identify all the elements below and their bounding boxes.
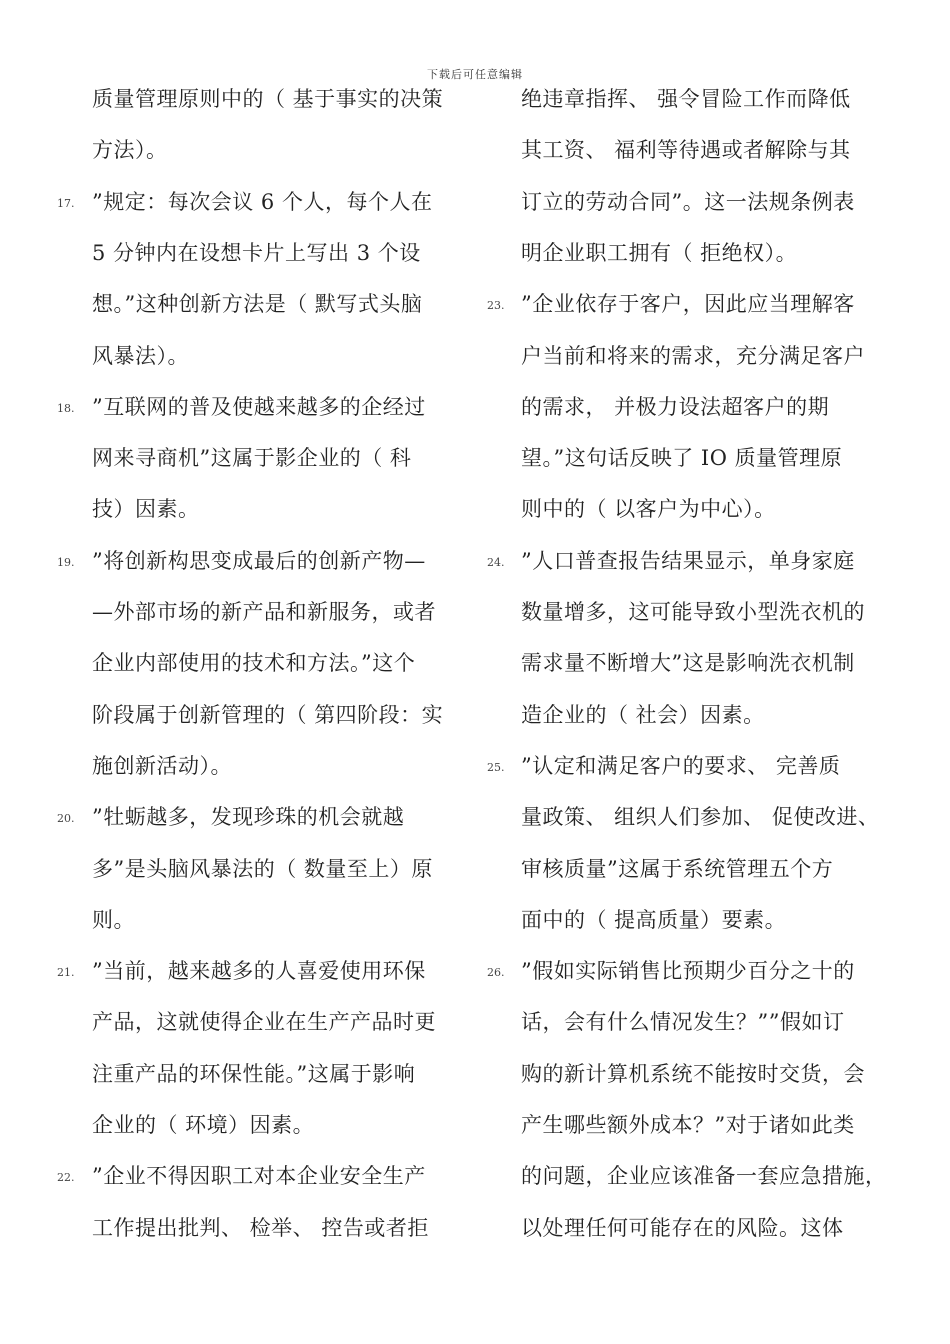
question-number: 18. [57, 401, 75, 415]
text-line: 数量增多，这可能导致小型洗衣机的 [521, 600, 865, 624]
text-line: ”企业依存于客户，因此应当理解客 [521, 292, 855, 317]
text-line: 工作提出批判、 检举、 控告或者拒 [92, 1215, 429, 1240]
text-line: ”企业不得因职工对本企业安全生产 [92, 1164, 426, 1189]
text-line: 则中的（ 以客户为中心）。 [521, 497, 776, 522]
text-line: 其工资、 福利等待遇或者解除与其 [521, 138, 851, 163]
text-line: ”认定和满足客户的要求、 完善质 [521, 753, 841, 778]
text-line: 注重产品的环保性能。”这属于影响 [92, 1061, 416, 1086]
text-line: ”规定：每次会议 6 个人，每个人在 [92, 189, 433, 214]
text-line: 需求量不断增大”这是影响洗衣机制 [521, 651, 855, 676]
text-line: 网来寻商机”这属于影企业的（ 科 [92, 446, 412, 471]
text-line: 以处理任何可能存在的风险。这体 [521, 1215, 844, 1240]
question-number: 23. [487, 299, 505, 313]
text-line: ”互联网的普及使越来越多的企经过 [92, 394, 426, 419]
text-line: 望。”这句话反映了 IO 质量管理原 [521, 446, 843, 471]
question-number: 20. [57, 812, 75, 826]
text-line: 造企业的（ 社会）因素。 [521, 702, 765, 727]
question-number: 19. [57, 555, 75, 569]
text-line: 量政策、 组织人们参加、 促使改进、 [521, 805, 880, 830]
text-line: 施创新活动）。 [92, 753, 232, 778]
text-line: 阶段属于创新管理的（ 第四阶段：实 [92, 702, 444, 727]
text-line: ”当前，越来越多的人喜爱使用环保 [92, 959, 426, 984]
text-line: ”将创新构思变成最后的创新产物— [92, 548, 426, 573]
question-number: 17. [57, 196, 75, 210]
text-line: 的问题，企业应该准备一套应急措施， [521, 1164, 887, 1189]
text-line: 产生哪些额外成本？”对于诸如此类 [521, 1113, 855, 1137]
text-line: 想。”这种创新方法是（ 默写式头脑 [92, 292, 423, 317]
text-line: ”假如实际销售比预期少百分之十的 [521, 959, 855, 984]
text-line: ”人口普查报告结果显示，单身家庭 [521, 548, 855, 573]
text-line: 5 分钟内在设想卡片上写出 3 个设 [92, 240, 421, 265]
text-line: 企业的（ 环境）因素。 [92, 1113, 315, 1137]
text-line: 户当前和将来的需求，充分满足客户 [521, 343, 865, 368]
question-number: 24. [487, 555, 505, 569]
text-line: —外部市场的新产品和新服务，或者 [92, 600, 436, 624]
text-line: 面中的（ 提高质量）要素。 [521, 907, 787, 932]
text-line: 审核质量”这属于系统管理五个方 [521, 856, 834, 881]
text-line: 产品，这就使得企业在生产产品时更 [92, 1010, 436, 1035]
text-line: 的需求， 并极力设法超客户的期 [521, 394, 830, 419]
text-line: 多”是头脑风暴法的（ 数量至上）原 [92, 856, 433, 881]
question-number: 22. [57, 1171, 75, 1185]
text-line: 技）因素。 [92, 497, 200, 522]
text-line: 风暴法）。 [92, 343, 189, 368]
text-line: 明企业职工拥有（ 拒绝权）。 [521, 240, 798, 265]
question-number: 26. [487, 966, 505, 980]
text-line: 则。 [92, 907, 135, 932]
question-number: 25. [487, 760, 505, 774]
text-line: ”牡蛎越多，发现珍珠的机会就越 [92, 805, 405, 830]
text-line: 订立的劳动合同”。这一法规条例表 [521, 189, 855, 214]
page-header: 下载后可任意编辑 [427, 68, 523, 81]
text-line: 企业内部使用的技术和方法。”这个 [92, 651, 416, 676]
text-line: 话，会有什么情况发生？””假如订 [521, 1010, 845, 1035]
text-line: 购的新计算机系统不能按时交货，会 [521, 1061, 865, 1086]
question-number: 21. [57, 966, 75, 980]
text-line: 绝违章指挥、 强令冒险工作而降低 [521, 87, 851, 111]
text-line: 方法）。 [92, 138, 168, 163]
text-line: 质量管理原则中的（ 基于事实的决策 [92, 87, 444, 111]
